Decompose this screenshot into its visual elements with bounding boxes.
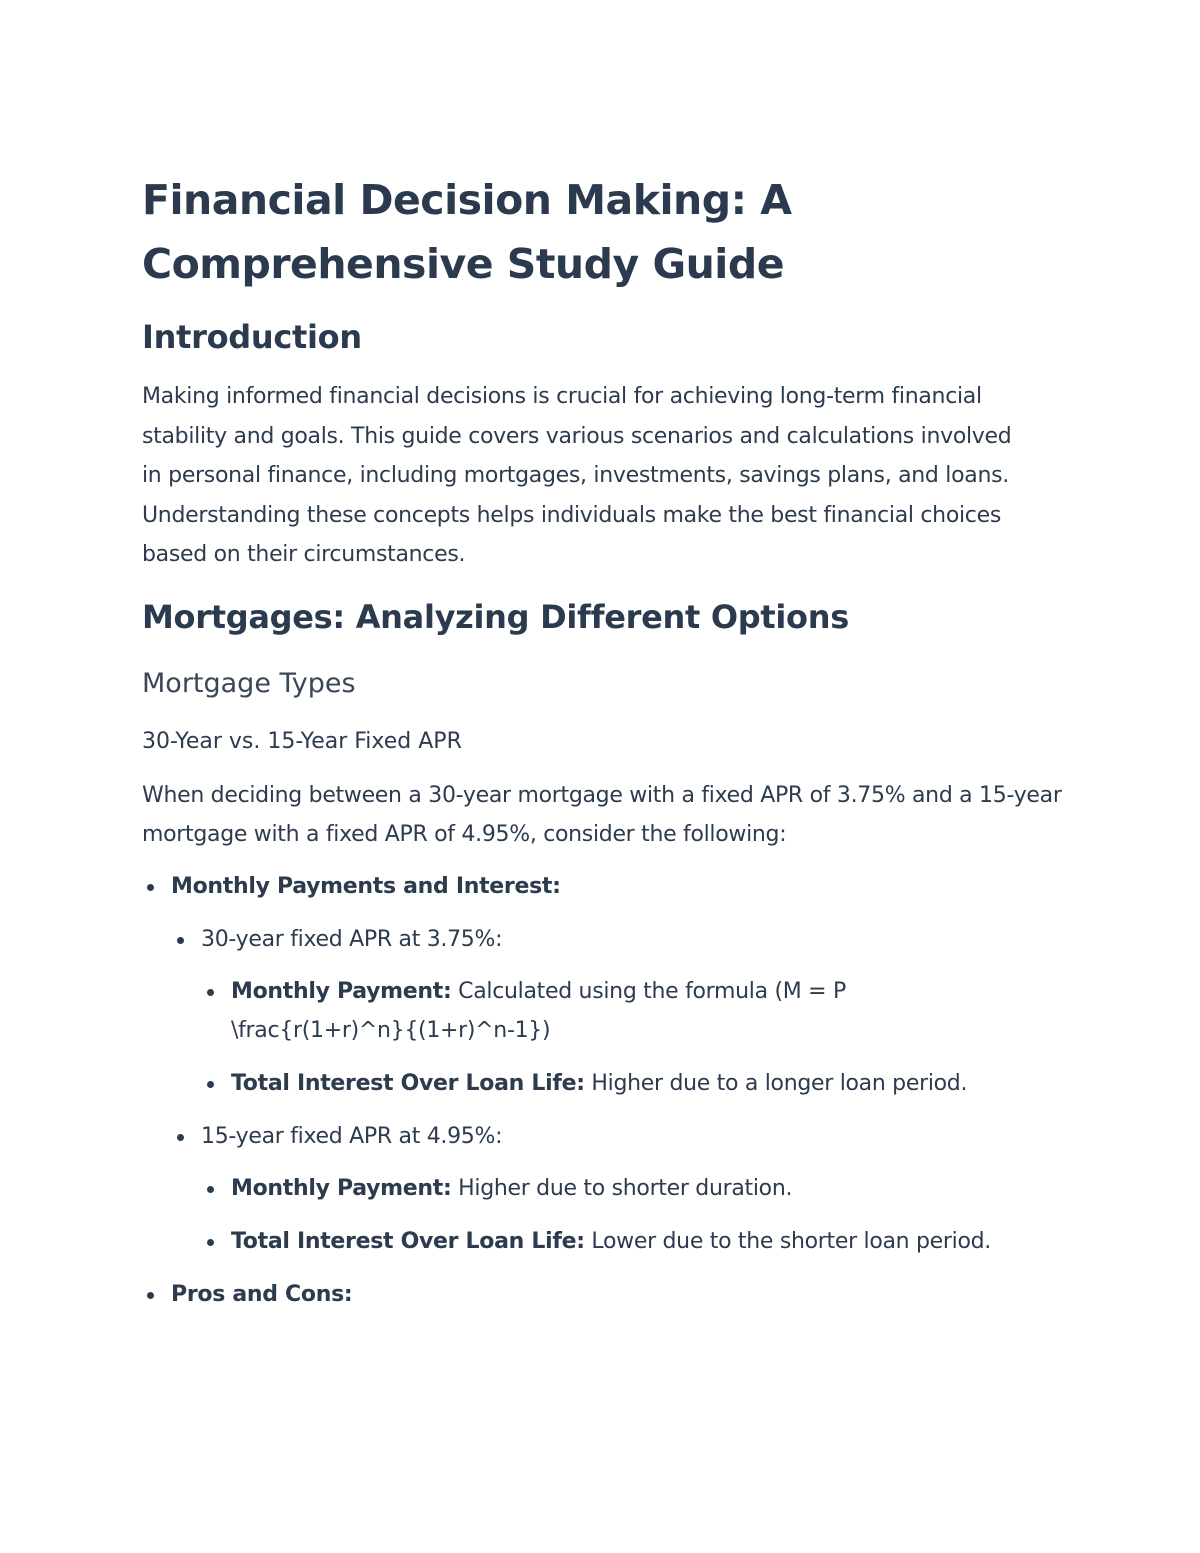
- list-item-label: Total Interest Over Loan Life:: [231, 1228, 585, 1254]
- list-item-label: 30-year fixed APR at 3.75%:: [201, 926, 503, 952]
- bullet-icon: [177, 1134, 184, 1141]
- sub-sub-list-15-year: [201, 1169, 1072, 1261]
- list-item-30-year-payment: [231, 972, 931, 1050]
- mortgage-list: [142, 867, 1072, 1314]
- sub-list-monthly: [171, 920, 1072, 1261]
- list-item-text: Lower due to the shorter loan period.: [584, 1228, 991, 1254]
- document-page: [142, 168, 1072, 1314]
- list-item-label: Pros and Cons:: [171, 1281, 353, 1307]
- bullet-icon: [207, 989, 214, 996]
- bullet-icon: [147, 884, 154, 891]
- list-item-label: Monthly Payments and Interest:: [171, 873, 561, 899]
- list-item-30-year-interest: [231, 1064, 1072, 1103]
- bullet-icon: [207, 1239, 214, 1246]
- list-item-text: Calculated using the formula (M = P \frac{r(1+r)^n}{(1+r)^n-1}): [231, 978, 846, 1043]
- intro-heading: Introduction: [142, 318, 362, 356]
- list-item-label: Monthly Payment:: [231, 1175, 452, 1201]
- bullet-icon: [207, 1186, 214, 1193]
- list-item-text: Higher due to shorter duration.: [451, 1175, 793, 1201]
- apr-comparison-heading: 30-Year vs. 15-Year Fixed APR: [142, 728, 462, 754]
- bullet-icon: [177, 937, 184, 944]
- list-item-label: Total Interest Over Loan Life:: [231, 1070, 585, 1096]
- list-item-monthly-payments: [171, 867, 1072, 1261]
- list-item-label: 15-year fixed APR at 4.95%:: [201, 1123, 503, 1149]
- list-item-15-year-payment: [231, 1169, 1072, 1208]
- list-item-15-year: [201, 1117, 1072, 1261]
- mortgage-paragraph: When deciding between a 30-year mortgage with a fixed APR of 3.75% and a 15-year mortgage with a fixed APR of 4.95%, consider the following:: [142, 782, 1062, 847]
- bullet-icon: [207, 1081, 214, 1088]
- list-item-text: Higher due to a longer loan period.: [584, 1070, 968, 1096]
- mortgages-heading: Mortgages: Analyzing Different Options: [142, 597, 849, 636]
- list-item-label: Monthly Payment:: [231, 978, 452, 1004]
- document-title: Financial Decision Making: A Comprehensive Study Guide: [142, 176, 792, 288]
- list-item-30-year: [201, 920, 1072, 1103]
- mortgage-types-heading: Mortgage Types: [142, 667, 356, 699]
- list-item-pros-cons: [171, 1275, 1072, 1314]
- intro-paragraph: Making informed financial decisions is crucial for achieving long-term financial stability and goals. This guide covers various scenarios and calculations involved in personal finance, including mortgages, investments, savings plans, and loans. Understanding these concepts helps individuals make the best financial choices based on their circumstances.: [142, 384, 1012, 567]
- sub-sub-list-30-year: [201, 972, 1072, 1103]
- list-item-15-year-interest: [231, 1222, 1072, 1261]
- bullet-icon: [147, 1292, 154, 1299]
